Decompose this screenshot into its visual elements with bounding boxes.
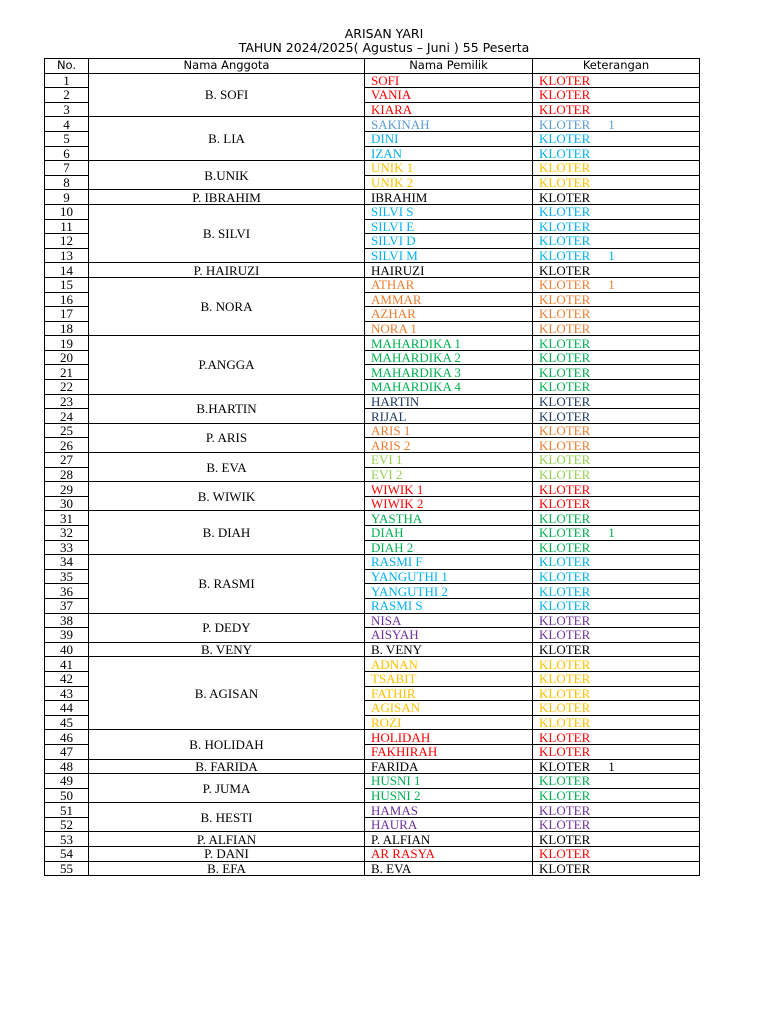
keterangan-cell [533,394,700,409]
nama-pemilik-cell: UNIK 1 [365,161,533,176]
table-row [45,453,700,468]
table-row [45,204,700,219]
column-header-nama-pemilik: Nama Pemilik [365,59,533,74]
row-number: 50 [45,788,89,803]
keterangan-cell [533,380,700,395]
nama-anggota-cell: B. NORA [89,277,365,335]
keterangan-cell [533,715,700,730]
row-number: 20 [45,350,89,365]
nama-anggota-cell: B. AGISAN [89,657,365,730]
keterangan-cell [533,744,700,759]
nama-pemilik-cell: HOLIDAH [365,730,533,745]
nama-pemilik-cell: HUSNI 2 [365,788,533,803]
row-number: 7 [45,161,89,176]
kloter-label: KLOTER [539,350,591,365]
nama-pemilik-cell: NORA 1 [365,321,533,336]
kloter-label: KLOTER [539,613,591,628]
column-header-keterangan: Keterangan [533,59,700,74]
row-number: 35 [45,569,89,584]
nama-anggota-cell: P. HAIRUZI [89,263,365,278]
table-row [45,73,700,88]
keterangan-cell [533,788,700,803]
row-number: 2 [45,88,89,103]
row-number: 29 [45,482,89,497]
kloter-number: 1 [608,277,615,292]
kloter-label: KLOTER [539,729,591,745]
row-number: 14 [45,263,89,278]
nama-pemilik-cell: TSABIT [365,671,533,686]
row-number: 8 [45,175,89,190]
kloter-label: KLOTER [539,204,591,220]
kloter-label: KLOTER [539,160,591,176]
row-number: 43 [45,686,89,701]
nama-pemilik-cell: KIARA [365,102,533,117]
table-row [45,847,700,862]
kloter-label: KLOTER [539,525,591,541]
kloter-label: KLOTER [539,700,591,716]
nama-pemilik-cell: HAIRUZI [365,263,533,278]
nama-anggota-cell: B. RASMI [89,555,365,613]
row-number: 4 [45,117,89,132]
kloter-label: KLOTER [539,277,591,292]
row-number: 55 [45,861,89,876]
keterangan-cell [533,248,700,263]
keterangan-cell [533,102,700,117]
row-number: 36 [45,584,89,599]
nama-anggota-cell: B. FARIDA [89,759,365,774]
nama-pemilik-cell: FARIDA [365,759,533,774]
nama-pemilik-cell: AGISAN [365,701,533,716]
row-number: 46 [45,730,89,745]
keterangan-cell [533,365,700,380]
nama-anggota-cell: P. DANI [89,847,365,862]
keterangan-cell [533,569,700,584]
nama-pemilik-cell: DINI [365,131,533,146]
row-number: 34 [45,555,89,570]
nama-pemilik-cell: AISYAH [365,628,533,643]
table-row [45,277,700,292]
nama-pemilik-cell: VANIA [365,88,533,103]
nama-pemilik-cell: P. ALFIAN [365,832,533,847]
table-row [45,759,700,774]
nama-pemilik-cell: ATHAR [365,277,533,292]
row-number: 39 [45,628,89,643]
row-number: 11 [45,219,89,234]
nama-pemilik-cell: MAHARDIKA 4 [365,380,533,395]
keterangan-cell [533,263,700,278]
nama-pemilik-cell: WIWIK 1 [365,482,533,497]
nama-pemilik-cell: MAHARDIKA 2 [365,350,533,365]
row-number: 5 [45,131,89,146]
row-number: 52 [45,817,89,832]
keterangan-cell [533,540,700,555]
row-number: 32 [45,526,89,541]
nama-pemilik-cell: HUSNI 1 [365,774,533,789]
nama-pemilik-cell: IBRAHIM [365,190,533,205]
row-number: 49 [45,774,89,789]
kloter-label: KLOTER [539,116,591,132]
kloter-label: KLOTER [539,437,591,453]
row-number: 10 [45,204,89,219]
nama-pemilik-cell: AZHAR [365,307,533,322]
table-body [45,73,700,876]
table-row [45,423,700,438]
keterangan-cell [533,628,700,643]
nama-pemilik-cell: B. EVA [365,861,533,876]
kloter-label: KLOTER [539,554,591,570]
keterangan-cell [533,496,700,511]
nama-pemilik-cell: HARTIN [365,394,533,409]
row-number: 24 [45,409,89,424]
column-header-nama-anggota: Nama Anggota [89,59,365,74]
row-number: 21 [45,365,89,380]
kloter-label: KLOTER [539,292,591,307]
nama-anggota-cell: B. LIA [89,117,365,161]
row-number: 40 [45,642,89,657]
keterangan-cell [533,146,700,161]
nama-pemilik-cell: YANGUTHI 2 [365,584,533,599]
keterangan-cell [533,482,700,497]
keterangan-cell [533,701,700,716]
keterangan-cell [533,671,700,686]
table-row [45,613,700,628]
row-number: 23 [45,394,89,409]
kloter-label: KLOTER [539,583,591,599]
nama-pemilik-cell: FATHIR [365,686,533,701]
kloter-label: KLOTER [539,773,591,789]
row-number: 17 [45,307,89,322]
keterangan-cell [533,307,700,322]
row-number: 1 [45,73,89,88]
table-row [45,832,700,847]
kloter-number: 1 [608,525,615,541]
nama-pemilik-cell: SOFI [365,73,533,88]
table-row [45,394,700,409]
keterangan-cell [533,161,700,176]
table-row [45,336,700,351]
kloter-label: KLOTER [539,335,591,351]
row-number: 28 [45,467,89,482]
nama-anggota-cell: B. EVA [89,453,365,482]
keterangan-cell [533,817,700,832]
nama-pemilik-cell: SILVI E [365,219,533,234]
row-number: 13 [45,248,89,263]
keterangan-cell [533,803,700,818]
kloter-label: KLOTER [539,788,591,803]
table-row [45,482,700,497]
nama-pemilik-cell: ADNAN [365,657,533,672]
kloter-label: KLOTER [539,569,591,584]
kloter-label: KLOTER [539,364,591,380]
keterangan-cell [533,730,700,745]
kloter-label: KLOTER [539,306,591,322]
nama-pemilik-cell: DIAH [365,526,533,541]
row-number: 26 [45,438,89,453]
participants-table [44,58,700,876]
nama-anggota-cell: P. DEDY [89,613,365,642]
keterangan-cell [533,511,700,526]
row-number: 30 [45,496,89,511]
kloter-label: KLOTER [539,189,591,205]
kloter-number: 1 [608,116,615,132]
column-header-no: No. [45,59,89,74]
kloter-label: KLOTER [539,759,591,774]
nama-pemilik-cell: HAMAS [365,803,533,818]
row-number: 48 [45,759,89,774]
keterangan-cell [533,657,700,672]
keterangan-cell [533,759,700,774]
keterangan-cell [533,204,700,219]
nama-pemilik-cell: RIJAL [365,409,533,424]
kloter-label: KLOTER [539,598,591,614]
nama-anggota-cell: P.ANGGA [89,336,365,394]
nama-anggota-cell: P. ARIS [89,423,365,452]
kloter-label: KLOTER [539,452,591,468]
kloter-label: KLOTER [539,627,591,643]
kloter-label: KLOTER [539,831,591,847]
nama-anggota-cell: B. HOLIDAH [89,730,365,759]
kloter-number: 1 [608,248,615,263]
keterangan-cell [533,131,700,146]
kloter-label: KLOTER [539,686,591,701]
row-number: 3 [45,102,89,117]
nama-anggota-cell: P. ALFIAN [89,832,365,847]
nama-anggota-cell: B. DIAH [89,511,365,555]
table-row [45,263,700,278]
nama-pemilik-cell: ARIS 2 [365,438,533,453]
nama-pemilik-cell: YASTHA [365,511,533,526]
nama-pemilik-cell: EVI 2 [365,467,533,482]
kloter-label: KLOTER [539,467,591,482]
nama-anggota-cell: B. SILVI [89,204,365,262]
keterangan-cell [533,438,700,453]
row-number: 15 [45,277,89,292]
row-number: 16 [45,292,89,307]
nama-pemilik-cell: MAHARDIKA 1 [365,336,533,351]
kloter-label: KLOTER [539,102,591,117]
nama-pemilik-cell: UNIK 2 [365,175,533,190]
keterangan-cell [533,88,700,103]
row-number: 33 [45,540,89,555]
keterangan-cell [533,598,700,613]
kloter-label: KLOTER [539,262,591,278]
table-row [45,774,700,789]
table-row [45,642,700,657]
kloter-number: 1 [608,759,615,774]
keterangan-cell [533,774,700,789]
nama-pemilik-cell: RASMI F [365,555,533,570]
nama-pemilik-cell: IZAN [365,146,533,161]
row-number: 19 [45,336,89,351]
nama-anggota-cell: B.HARTIN [89,394,365,423]
row-number: 41 [45,657,89,672]
keterangan-cell [533,526,700,541]
keterangan-cell [533,175,700,190]
kloter-label: KLOTER [539,671,591,687]
nama-pemilik-cell: ARIS 1 [365,423,533,438]
nama-anggota-cell: P. IBRAHIM [89,190,365,205]
row-number: 44 [45,701,89,716]
kloter-label: KLOTER [539,248,591,263]
nama-anggota-cell: B. SOFI [89,73,365,117]
row-number: 54 [45,847,89,862]
kloter-label: KLOTER [539,394,591,409]
nama-anggota-cell: B. EFA [89,861,365,876]
table-row [45,730,700,745]
document-subtitle: TAHUN 2024/2025( Agustus – Juni ) 55 Peserta [238,40,530,55]
nama-pemilik-cell: SILVI S [365,204,533,219]
keterangan-cell [533,190,700,205]
keterangan-cell [533,423,700,438]
table-row [45,861,700,876]
kloter-label: KLOTER [539,481,591,497]
kloter-label: KLOTER [539,656,591,672]
row-number: 47 [45,744,89,759]
nama-anggota-cell: B. VENY [89,642,365,657]
keterangan-cell [533,642,700,657]
kloter-label: KLOTER [539,379,591,395]
row-number: 51 [45,803,89,818]
keterangan-cell [533,292,700,307]
document-title: ARISAN YARI [344,26,424,41]
kloter-label: KLOTER [539,715,591,730]
keterangan-cell [533,832,700,847]
row-number: 45 [45,715,89,730]
keterangan-cell [533,467,700,482]
keterangan-cell [533,117,700,132]
nama-pemilik-cell: AR RASYA [365,847,533,862]
row-number: 9 [45,190,89,205]
kloter-label: KLOTER [539,233,591,249]
keterangan-cell [533,453,700,468]
keterangan-cell [533,219,700,234]
kloter-label: KLOTER [539,496,591,511]
table-header-row [45,59,700,74]
kloter-label: KLOTER [539,146,591,161]
nama-pemilik-cell: SILVI M [365,248,533,263]
nama-pemilik-cell: WIWIK 2 [365,496,533,511]
kloter-label: KLOTER [539,802,591,818]
kloter-label: KLOTER [539,846,591,862]
keterangan-cell [533,555,700,570]
row-number: 22 [45,380,89,395]
kloter-label: KLOTER [539,321,591,336]
keterangan-cell [533,336,700,351]
row-number: 31 [45,511,89,526]
kloter-label: KLOTER [539,175,591,190]
table-row [45,555,700,570]
keterangan-cell [533,73,700,88]
row-number: 27 [45,453,89,468]
nama-pemilik-cell: YANGUTHI 1 [365,569,533,584]
kloter-label: KLOTER [539,219,591,234]
keterangan-cell [533,234,700,249]
keterangan-cell [533,861,700,876]
kloter-label: KLOTER [539,861,591,876]
kloter-label: KLOTER [539,510,591,526]
keterangan-cell [533,613,700,628]
nama-pemilik-cell: EVI 1 [365,453,533,468]
table-row [45,803,700,818]
table-row [45,117,700,132]
nama-pemilik-cell: ROZI [365,715,533,730]
nama-anggota-cell: B. WIWIK [89,482,365,511]
kloter-label: KLOTER [539,817,591,832]
keterangan-cell [533,584,700,599]
nama-pemilik-cell: NISA [365,613,533,628]
table-row [45,190,700,205]
row-number: 53 [45,832,89,847]
kloter-label: KLOTER [539,131,591,147]
row-number: 38 [45,613,89,628]
table-row [45,161,700,176]
row-number: 6 [45,146,89,161]
keterangan-cell [533,350,700,365]
nama-anggota-cell: P. JUMA [89,774,365,803]
kloter-label: KLOTER [539,87,591,103]
row-number: 18 [45,321,89,336]
keterangan-cell [533,409,700,424]
nama-pemilik-cell: DIAH 2 [365,540,533,555]
keterangan-cell [533,686,700,701]
kloter-label: KLOTER [539,423,591,438]
nama-anggota-cell: B.UNIK [89,161,365,190]
table-row [45,657,700,672]
nama-pemilik-cell: AMMAR [365,292,533,307]
kloter-label: KLOTER [539,642,591,657]
kloter-label: KLOTER [539,540,591,555]
row-number: 37 [45,598,89,613]
row-number: 25 [45,423,89,438]
nama-pemilik-cell: MAHARDIKA 3 [365,365,533,380]
keterangan-cell [533,321,700,336]
keterangan-cell [533,847,700,862]
nama-anggota-cell: B. HESTI [89,803,365,832]
nama-pemilik-cell: FAKHIRAH [365,744,533,759]
nama-pemilik-cell: SAKINAH [365,117,533,132]
nama-pemilik-cell: B. VENY [365,642,533,657]
row-number: 42 [45,671,89,686]
row-number: 12 [45,234,89,249]
kloter-label: KLOTER [539,73,591,88]
keterangan-cell [533,277,700,292]
kloter-label: KLOTER [539,408,591,424]
kloter-label: KLOTER [539,744,591,759]
nama-pemilik-cell: HAURA [365,817,533,832]
nama-pemilik-cell: SILVI D [365,234,533,249]
nama-pemilik-cell: RASMI S [365,598,533,613]
table-row [45,511,700,526]
